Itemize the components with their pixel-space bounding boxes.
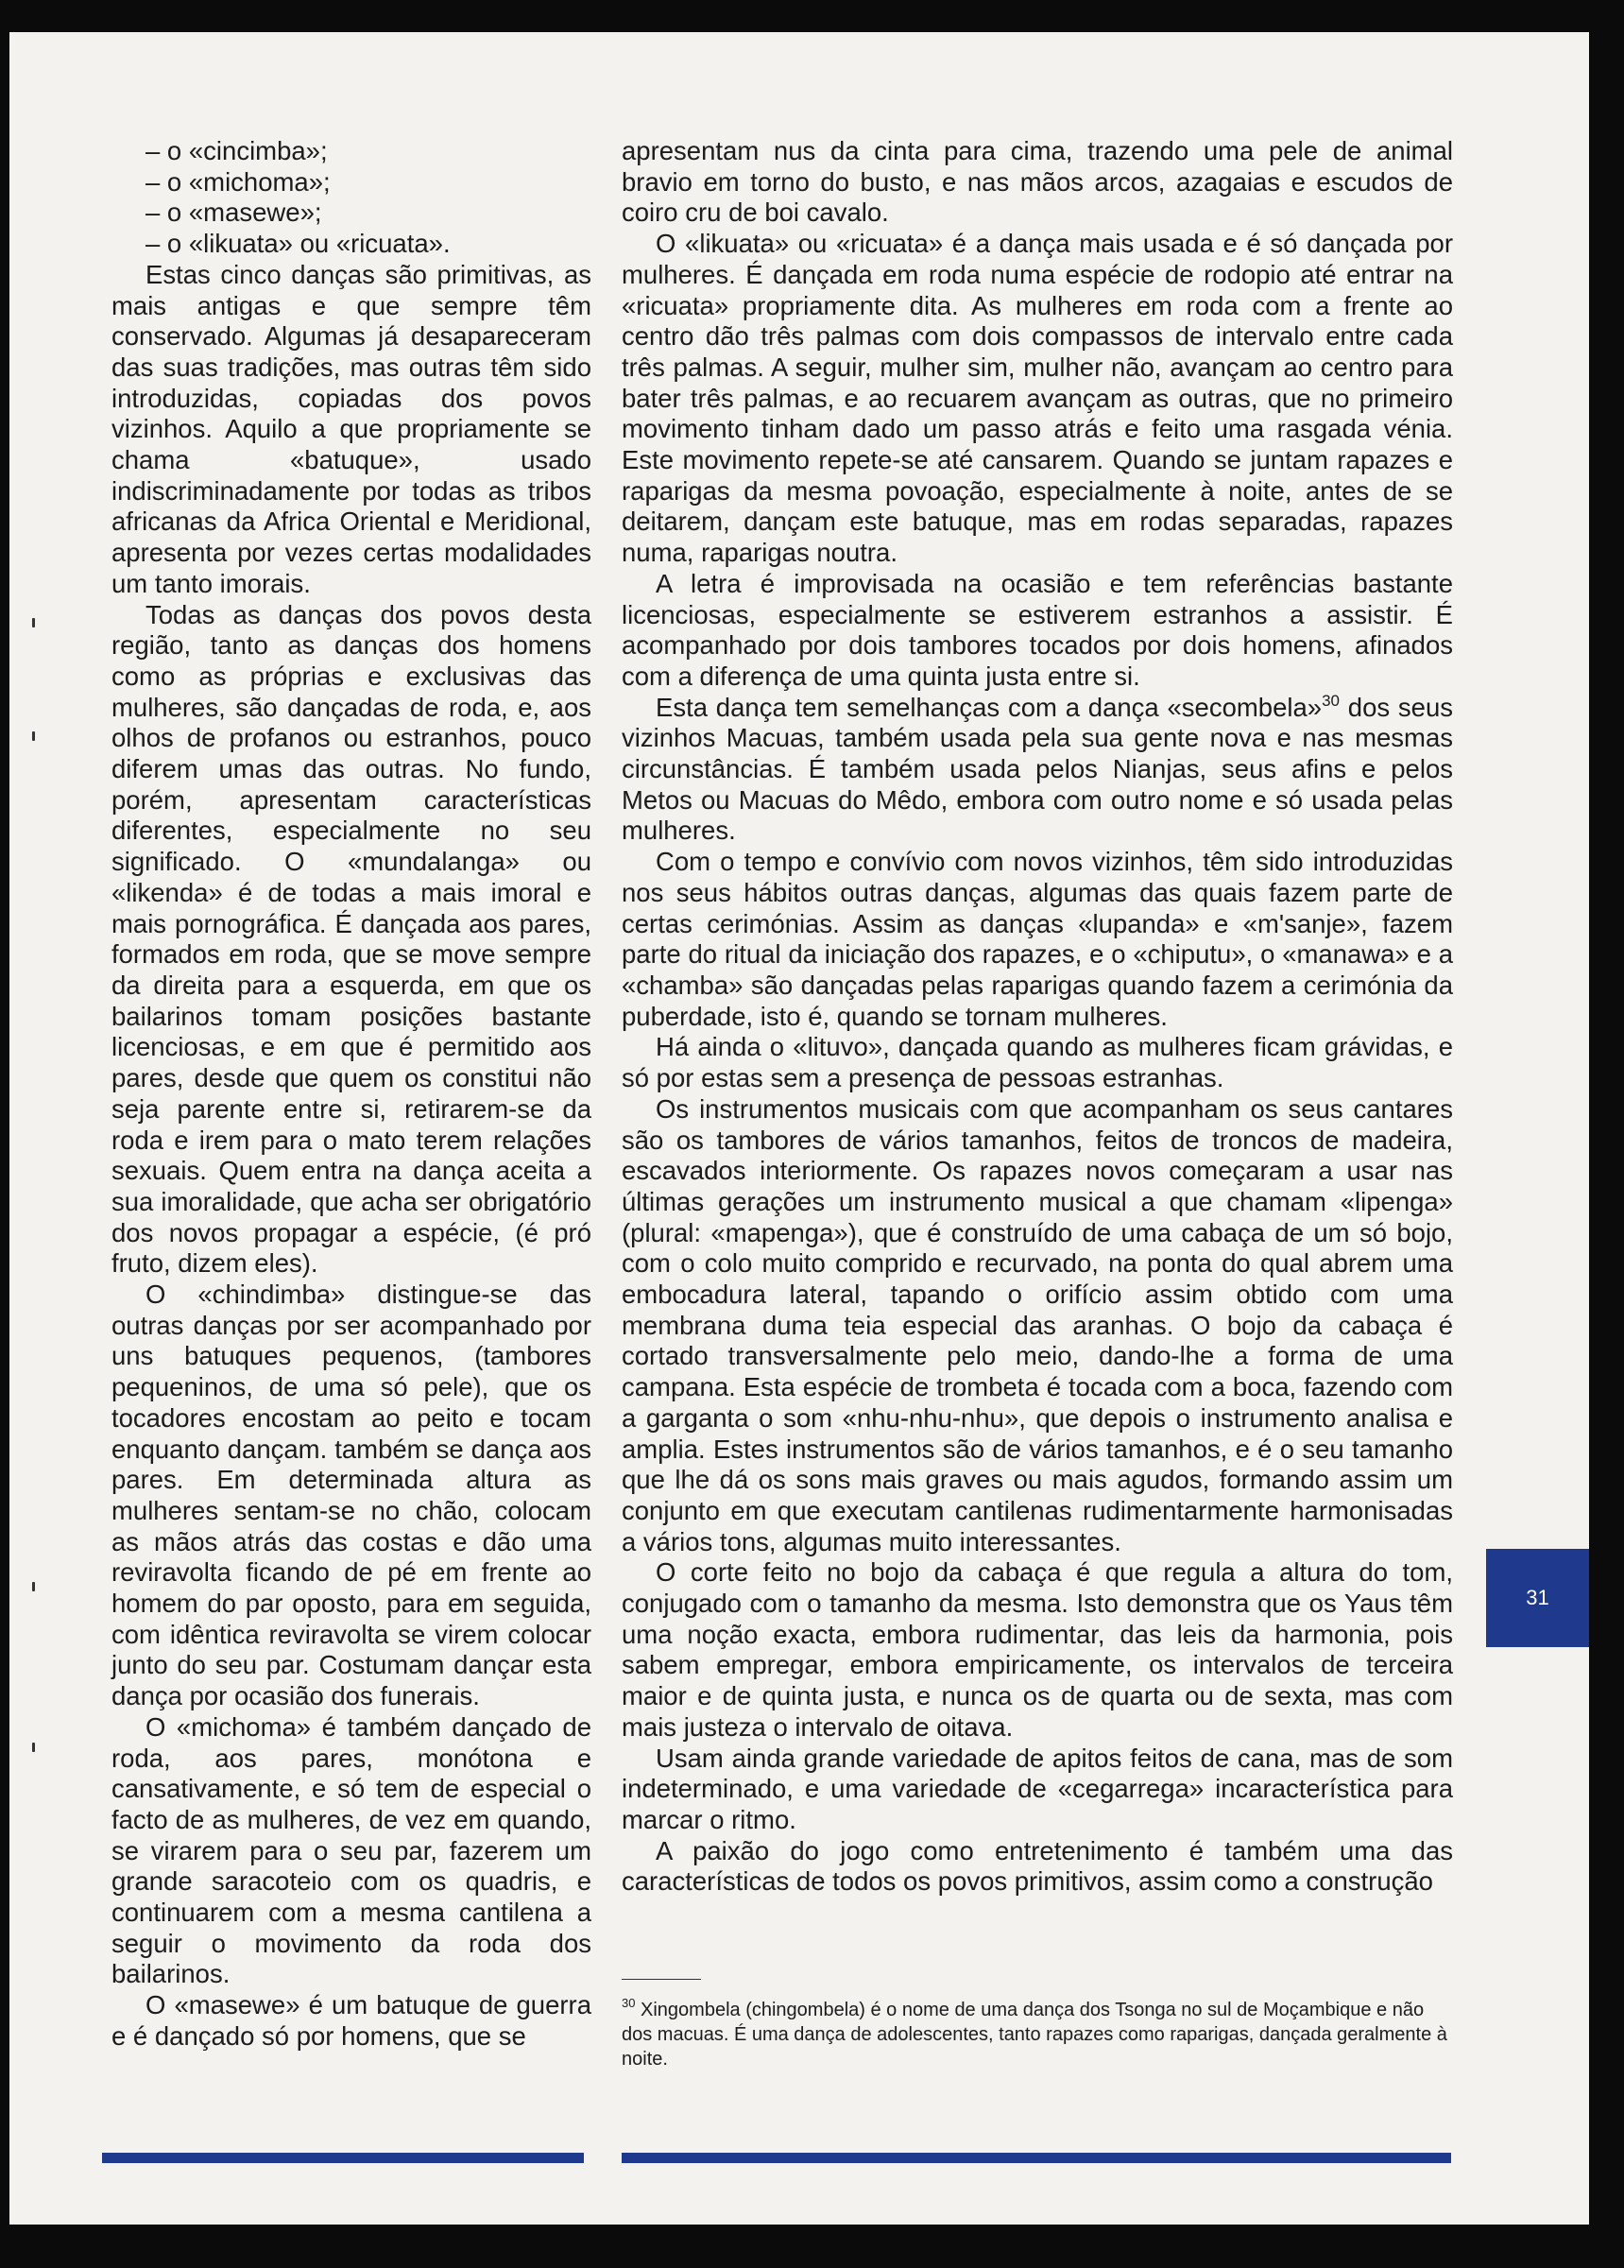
margin-speck xyxy=(32,731,35,741)
right-column xyxy=(622,136,1453,1898)
footnote-text: Xingombela (chingombela) é o nome de uma dança dos Tsonga no sul de Moçambique e não dos macuas. É uma dança de adolescentes, tanto rapazes como raparigas, dançada geralmente à noite. xyxy=(622,2000,1447,2070)
footer-rule-right xyxy=(622,2153,1451,2163)
paragraph: A letra é improvisada na ocasião e tem referências bastante licenciosas, especialmente se estiverem estranhos a assistir. É acompanhado por dois tambores tocados por dois homens, afinados com a diferença de uma quinta justa entre si. xyxy=(622,568,1453,691)
footnote-reference[interactable]: 30 xyxy=(1322,691,1340,710)
paragraph: Com o tempo e convívio com novos vizinhos, têm sido introduzidas nos seus hábitos outras danças, algumas das quais fazem parte de certas cerimónias. Assim as danças «lupanda» e «m'sanje», fazem parte do ritual da iniciação dos rapazes, e o «chiputu», o «manawa» e a «chamba» são dançadas pelas raparigas quando fazem a cerimónia da puberdade, isto é, quando se tornam mulheres. xyxy=(622,847,1453,1031)
list-item: – o «likuata» ou «ricuata». xyxy=(145,229,451,259)
page-number: 31 xyxy=(1526,1586,1549,1609)
list-item: – o «masewe»; xyxy=(145,198,322,228)
paragraph: apresentam nus da cinta para cima, trazendo uma pele de animal bravio em torno do busto, e nas mãos arcos, azagaias e escudos de coiro cru de boi cavalo. xyxy=(622,136,1453,228)
footnote-number: 30 xyxy=(622,1996,636,2011)
paragraph: Todas as danças dos povos desta região, tanto as danças dos homens como as próprias e exclusivas das mulheres, são dançadas de roda, e, aos olhos de profanos ou estranhos, pouco diferem umas das outras. No fundo, porém, apresentam características diferentes, especialmente no seu significado. O «mundalanga» ou «likenda» é de todas a mais imoral e mais pornográfica. É dançada aos pares, formados em roda, que se move sempre da direita para a esquerda, em que os bailarinos tomam posições bastante licenciosas, e em que é permitido aos pares, desde que quem os constitui não seja parente entre si, retirarem-se da roda e irem para o mato terem relações sexuais. Quem entra na dança aceita a sua imoralidade, que acha ser obrigatório dos novos propagar a espécie, (é pró fruto, dizem eles). xyxy=(111,599,591,1279)
margin-speck xyxy=(32,1743,35,1752)
paragraph: Há ainda o «lituvo», dançada quando as mulheres ficam grávidas, e só por estas sem a presença de pessoas estranhas. xyxy=(622,1032,1453,1093)
footnote-divider xyxy=(622,1979,701,1980)
paragraph: Usam ainda grande variedade de apitos feitos de cana, mas de som indeterminado, e uma variedade de «cegarrega» incaracterística para marcar o ritmo. xyxy=(622,1743,1453,1834)
paragraph-text-before: Esta dança tem semelhanças com a dança «secombela» xyxy=(656,692,1323,722)
paragraph-text-after: dos seus vizinhos Macuas, também usada pela sua gente nova e nas mesmas circunstâncias. É também usada pelos Nianjas, seus afins e pelos Metos ou Macuas do Mêdo, embora com outro nome e só usada pelas mulheres. xyxy=(622,692,1453,846)
book-page xyxy=(9,32,1589,2225)
paragraph: A paixão do jogo como entretenimento é também uma das características de todos os povos primitivos, assim como a construção xyxy=(622,1835,1453,1897)
paragraph: O «michoma» é também dançado de roda, aos pares, monótona e cansativamente, e só tem de especial o facto de as mulheres, de vez em quando, se virarem para o seu par, fazerem um grande saracoteio com os quadris, e continuarem com a mesma cantilena a seguir o movimento da roda dos bailarinos. xyxy=(111,1711,591,1989)
paragraph-with-footnote-ref xyxy=(622,693,1453,848)
paragraph: O «chindimba» distingue-se das outras danças por ser acompanhado por uns batuques pequenos, (tambores pequeninos, de uma só pele), que os tocadores encostam ao peito e tocam enquanto dançam. também se dança aos pares. Em determinada altura as mulheres sentam-se no chão, colocam as mãos atrás das costas e dão uma reviravolta ficando de pé em frente ao homem do par oposto, para em seguida, com idêntica reviravolta se virem colocar junto do seu par. Costumam dançar esta dança por ocasião dos funerais. xyxy=(111,1280,591,1711)
margin-speck xyxy=(32,618,35,627)
list-item: – o «michoma»; xyxy=(145,166,331,197)
page-number-tab xyxy=(1486,1549,1589,1647)
footnote xyxy=(622,1998,1453,2071)
footer-rule-left xyxy=(102,2153,584,2163)
paragraph: Os instrumentos musicais com que acompanham os seus cantares são os tambores de vários tamanhos, feitos de troncos de madeira, escavados interiormente. Os rapazes novos começaram a usar nas últimas gerações um instrumento musical a que chamam «lipenga» (plural: «mapenga»), que é construído de uma cabaça de um só bojo, com o colo muito comprido e recurvado, na ponta do qual abrem uma embocadura lateral, tapando o orifício assim obtido com uma membrana duma teia especial das aranhas. O bojo da cabaça é cortado transversalmente pelo meio, dando-lhe a forma de uma campana. Esta espécie de trombeta é tocada com a boca, fazendo com a garganta o som «nhu-nhu-nhu», que depois o instrumento analisa e amplia. Estes instrumentos são de vários tamanhos, e é o seu tamanho que lhe dá os sons mais graves ou mais agudos, formando assim um conjunto em que executam cantilenas rudimentarmente harmonisadas a vários tons, algumas muito interessantes. xyxy=(622,1093,1453,1556)
list-item: – o «cincimba»; xyxy=(145,136,328,165)
margin-speck xyxy=(32,1582,35,1591)
paragraph: Estas cinco danças são primitivas, as mais antigas e que sempre têm conservado. Algumas já desapareceram das suas tradições, mas outras têm sido introduzidas, copiadas dos povos vizinhos. Aquilo a que propriamente se chama «batuque», usado indiscriminadamente por todas as tribos africanas da Africa Oriental e Meridional, apresenta por vezes certas modalidades um tanto imorais. xyxy=(111,259,591,598)
left-column xyxy=(111,136,591,2053)
paragraph: O corte feito no bojo da cabaça é que regula a altura do tom, conjugado com o tamanho da mesma. Isto demonstra que os Yaus têm uma noção exacta, embora rudimentar, das leis da harmonia, pois sabem empregar, embora empiricamente, os intervalos de terceira maior e de quinta justa, e nunca os de quarta ou de sexta, mas com mais justeza o intervalo de oitava. xyxy=(622,1557,1453,1742)
paragraph: O «likuata» ou «ricuata» é a dança mais usada e é só dançada por mulheres. É dançada em roda numa espécie de rodopio até entrar na «ricuata» propriamente dita. As mulheres em roda com a frente ao centro dão três palmas com dois compassos de intervalo entre cada três palmas. A seguir, mulher sim, mulher não, avançam ao centro para bater três palmas, e ao recuarem avançam as outras, que no primeiro movimento tinham dado um passo atrás e feito uma rasgada vénia. Este movimento repete-se até cansarem. Quando se juntam rapazes e raparigas da mesma povoação, especialmente à noite, antes de se deitarem, dançam este batuque, mas em rodas separadas, rapazes numa, raparigas noutra. xyxy=(622,229,1453,568)
paragraph: O «masewe» é um batuque de guerra e é dançado só por homens, que se xyxy=(111,1990,591,2051)
